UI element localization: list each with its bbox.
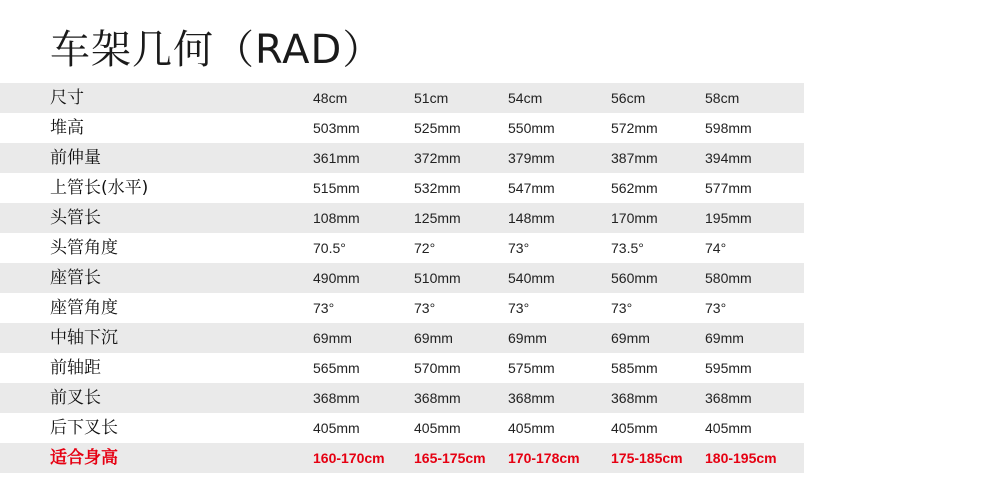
table-cell: 73° xyxy=(611,300,633,316)
table-cell: 170mm xyxy=(611,210,658,226)
table-cell: 368mm xyxy=(313,390,360,406)
table-cell: 69mm xyxy=(705,330,744,346)
table-cell: 72° xyxy=(414,240,436,256)
row-label: 后下叉长 xyxy=(50,418,118,438)
table-cell: 525mm xyxy=(414,120,461,136)
table-cell: 195mm xyxy=(705,210,752,226)
table-cell: 125mm xyxy=(414,210,461,226)
table-cell: 148mm xyxy=(508,210,555,226)
table-cell: 73° xyxy=(508,300,530,316)
table-cell: 540mm xyxy=(508,270,555,286)
table-cell: 368mm xyxy=(414,390,461,406)
table-row-rider-height xyxy=(0,443,804,473)
table-cell: 595mm xyxy=(705,360,752,376)
table-cell: 405mm xyxy=(313,420,360,436)
table-row-top-tube xyxy=(0,173,804,203)
table-cell: 550mm xyxy=(508,120,555,136)
row-label: 头管角度 xyxy=(50,238,118,258)
table-cell: 73.5° xyxy=(611,240,644,256)
table-row-front-center xyxy=(0,353,804,383)
table-cell: 368mm xyxy=(611,390,658,406)
table-cell: 562mm xyxy=(611,180,658,196)
size-header-cell: 58cm xyxy=(705,90,740,106)
table-cell: 490mm xyxy=(313,270,360,286)
size-header-label: 尺寸 xyxy=(50,88,84,108)
size-header-cell: 54cm xyxy=(508,90,543,106)
row-label: 座管角度 xyxy=(50,298,118,318)
size-header-cell: 56cm xyxy=(611,90,646,106)
table-cell: 547mm xyxy=(508,180,555,196)
row-label: 前叉长 xyxy=(50,388,101,408)
size-header-cell: 51cm xyxy=(414,90,449,106)
geometry-table xyxy=(0,83,804,473)
table-cell: 532mm xyxy=(414,180,461,196)
table-row-head-angle xyxy=(0,233,804,263)
table-row-fork-length xyxy=(0,383,804,413)
table-cell: 575mm xyxy=(508,360,555,376)
table-row-head-tube xyxy=(0,203,804,233)
table-cell: 405mm xyxy=(414,420,461,436)
table-row-stack xyxy=(0,113,804,143)
page-title: 车架几何（RAD） xyxy=(50,27,384,73)
row-label: 座管长 xyxy=(50,268,101,288)
row-label: 堆高 xyxy=(50,118,84,138)
table-cell: 598mm xyxy=(705,120,752,136)
table-cell: 74° xyxy=(705,240,727,256)
table-cell: 361mm xyxy=(313,150,360,166)
table-cell: 387mm xyxy=(611,150,658,166)
table-cell: 580mm xyxy=(705,270,752,286)
table-cell: 379mm xyxy=(508,150,555,166)
table-cell: 405mm xyxy=(611,420,658,436)
table-cell: 560mm xyxy=(611,270,658,286)
row-label: 适合身高 xyxy=(50,448,118,468)
table-cell: 510mm xyxy=(414,270,461,286)
table-cell: 70.5° xyxy=(313,240,346,256)
table-cell: 565mm xyxy=(313,360,360,376)
row-label: 头管长 xyxy=(50,208,101,228)
table-row-seat-tube xyxy=(0,263,804,293)
table-cell: 368mm xyxy=(705,390,752,406)
row-label: 中轴下沉 xyxy=(50,328,118,348)
table-cell: 405mm xyxy=(705,420,752,436)
table-cell: 73° xyxy=(313,300,335,316)
table-cell: 570mm xyxy=(414,360,461,376)
table-cell: 69mm xyxy=(414,330,453,346)
table-cell: 69mm xyxy=(313,330,352,346)
table-cell: 577mm xyxy=(705,180,752,196)
table-cell: 73° xyxy=(508,240,530,256)
row-label: 前伸量 xyxy=(50,148,101,168)
table-cell: 372mm xyxy=(414,150,461,166)
row-label: 前轴距 xyxy=(50,358,101,378)
table-row-reach xyxy=(0,143,804,173)
table-cell: 368mm xyxy=(508,390,555,406)
table-cell: 160-170cm xyxy=(313,450,385,466)
row-label: 上管长(水平) xyxy=(50,178,149,198)
table-cell: 175-185cm xyxy=(611,450,683,466)
table-cell: 180-195cm xyxy=(705,450,777,466)
table-cell: 69mm xyxy=(611,330,650,346)
table-cell: 69mm xyxy=(508,330,547,346)
table-row-chainstay xyxy=(0,413,804,443)
table-row-bb-drop xyxy=(0,323,804,353)
table-cell: 503mm xyxy=(313,120,360,136)
table-cell: 165-175cm xyxy=(414,450,486,466)
table-cell: 170-178cm xyxy=(508,450,580,466)
size-header-cell: 48cm xyxy=(313,90,348,106)
table-cell: 585mm xyxy=(611,360,658,376)
table-cell: 394mm xyxy=(705,150,752,166)
table-cell: 73° xyxy=(705,300,727,316)
table-header-row xyxy=(0,83,804,113)
table-cell: 572mm xyxy=(611,120,658,136)
table-cell: 108mm xyxy=(313,210,360,226)
table-cell: 405mm xyxy=(508,420,555,436)
table-row-seat-angle xyxy=(0,293,804,323)
table-cell: 73° xyxy=(414,300,436,316)
table-cell: 515mm xyxy=(313,180,360,196)
